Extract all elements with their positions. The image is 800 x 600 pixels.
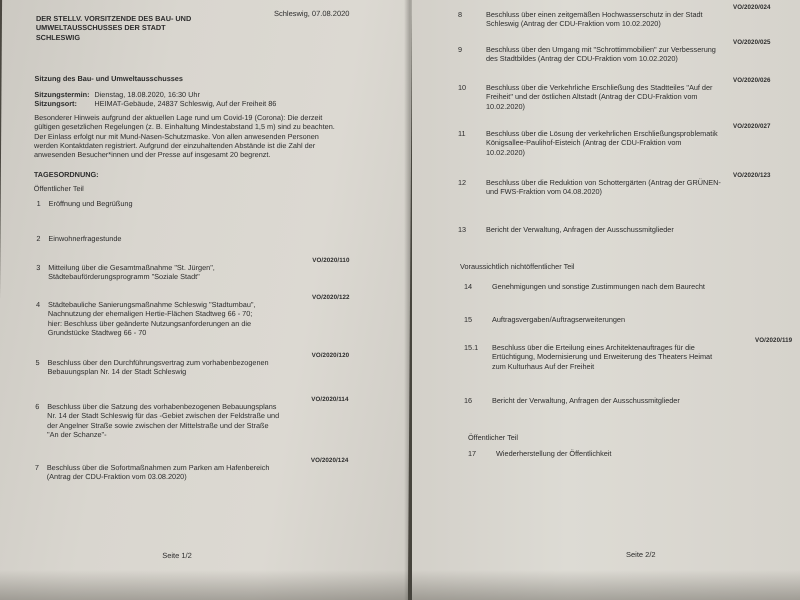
agenda-item-line: Beschluss über die Lösung der verkehrlichen Erschließungsproblematik [486, 129, 718, 138]
agenda-item-line: Beschluss über die Verkehrliche Erschließung des Stadtteiles "Auf der [486, 83, 713, 92]
agenda-item-number: 9 [458, 45, 463, 54]
agenda-heading: TAGESORDNUNG: [33, 170, 99, 179]
agenda-item-line: Wiederherstellung der Öffentlichkeit [496, 449, 612, 458]
agenda-item-line: Beschluss über den Durchführungsvertrag zum vorhabenbezogenen [47, 358, 269, 367]
section-public: Öffentlicher Teil [33, 184, 84, 193]
agenda-item-line: Schleswig (Antrag der CDU-Fraktion vom 10.02.2020) [486, 19, 661, 29]
agenda-item-number: 15 [464, 315, 473, 324]
vorlage-number: VO/2020/114 [311, 396, 349, 403]
agenda-item-text [47, 402, 279, 439]
agenda-item-number: 4 [35, 300, 41, 309]
agenda-item-text [492, 396, 680, 405]
agenda-item-line: 10.02.2020) [486, 147, 525, 157]
agenda-item-line: des Stadtbildes (Antrag der CDU-Fraktion vom 10.02.2020) [486, 54, 678, 64]
agenda-item-line: Beschluss über die Sofortmaßnahmen zum Parken am Hafenbereich [46, 463, 270, 472]
document-date: Schleswig, 07.08.2020 [273, 9, 350, 18]
agenda-item-text [48, 263, 215, 282]
agenda-item-line: Auftragsvergaben/Auftragserweiterungen [492, 315, 626, 324]
agenda-item-line: Beschluss über den Umgang mit "Schrottimmobilien" zur Verbesserung [486, 45, 716, 54]
agenda-item-line: Beschluss über die Erteilung eines Architektenauftrages für die [492, 343, 695, 352]
vorlage-number: VO/2020/119 [755, 337, 793, 344]
agenda-item-text [492, 315, 625, 324]
agenda-item-line: Beschluss über einen zeitgemäßen Hochwasserschutz in der Stadt [486, 10, 703, 19]
agenda-item-text [47, 358, 268, 377]
notice-line: anwesenden Besucher*innen und der Presse auf insgesamt 20 begrenzt. [33, 150, 271, 160]
agenda-item-text [486, 178, 721, 197]
agenda-item-text [486, 45, 716, 64]
agenda-item-line: Bericht der Verwaltung, Anfragen der Ausschussmitglieder [486, 225, 674, 234]
agenda-item-line: Nachnutzung der ehemaligen Hertie-Flächen Stadtweg 66 - 70; [47, 309, 253, 319]
agenda-item-line: Grundstücke Stadtweg 66 - 70 [47, 327, 147, 337]
agenda-item-number: 12 [458, 178, 467, 187]
agenda-item-line: (Antrag der CDU-Fraktion vom 03.08.2020) [46, 472, 187, 482]
agenda-item-text [486, 129, 718, 157]
agenda-item-text [47, 463, 270, 482]
notice-line: Besonderer Hinweis aufgrund der aktuellen Lage rund um Covid-19 (Corona): Die derzeit [34, 113, 323, 122]
notice-line: Der Einlass erfolgt nur mit Mund-Nasen-Schutzmaske. Von allen anwesenden Personen [34, 131, 319, 141]
sender-header [36, 14, 191, 42]
page-footer: Seite 2/2 [626, 550, 656, 559]
agenda-item-line: Beschluss über die Reduktion von Schottergärten (Antrag der GRÜNEN- [486, 178, 721, 187]
agenda-item-number: 1 [36, 199, 41, 208]
agenda-item-number: 13 [458, 225, 467, 234]
vorlage-number: VO/2020/120 [311, 352, 350, 359]
agenda-item-number: 11 [458, 129, 466, 138]
sender-line: UMWELTAUSSCHUSSES DER STADT [35, 23, 166, 33]
ort-value: HEIMAT-Gebäude, 24837 Schleswig, Auf der Freiheit 86 [94, 99, 277, 109]
vorlage-number: VO/2020/123 [733, 172, 771, 179]
agenda-item-line: 10.02.2020) [486, 101, 525, 111]
agenda-item-number: 3 [36, 263, 41, 272]
agenda-item-line: Ertüchtigung, Modernisierung und Erweiterung des Theaters Heimat [492, 352, 713, 362]
page-footer: Seite 1/2 [162, 551, 192, 560]
agenda-item-text [492, 282, 705, 291]
agenda-item-number: 8 [458, 10, 463, 19]
agenda-item-number: 10 [458, 83, 467, 92]
agenda-item-line: der Angelner Straße sowie zwischen der Mittelstraße und der Straße [47, 420, 269, 430]
agenda-item-line: "An der Schanze"- [47, 429, 107, 439]
ort-label: Sitzungsort: [34, 99, 77, 109]
agenda-item-number: 2 [36, 234, 41, 243]
vorlage-number: VO/2020/024 [733, 4, 771, 11]
meeting-details [34, 90, 276, 109]
agenda-item-line: Freiheit" und der östlichen Altstadt (Antrag der CDU-Fraktion vom [486, 92, 698, 102]
agenda-item-text [48, 234, 121, 243]
agenda-item-text [486, 83, 712, 111]
agenda-item-number: 5 [35, 358, 40, 367]
agenda-item-line: und FWS-Fraktion vom 04.08.2020) [486, 187, 602, 197]
sender-line: DER STELLV. VORSITZENDE DES BAU- UND [35, 14, 192, 23]
agenda-item-number: 14 [464, 282, 473, 291]
agenda-item-text [486, 10, 703, 29]
vorlage-number: VO/2020/025 [733, 39, 771, 46]
termin-value: Dienstag, 18.08.2020, 16:30 Uhr [94, 90, 200, 99]
section-public-2: Öffentlicher Teil [468, 433, 519, 442]
vorlage-number: VO/2020/026 [733, 77, 771, 84]
agenda-item-text [492, 343, 712, 371]
agenda-item-number: 7 [34, 463, 39, 472]
agenda-item-line: hier: Beschluss über geänderte Nutzungsanforderungen an die [47, 318, 252, 328]
agenda-item-line: Beschluss über die Satzung des vorhabenbezogenen Bebauungsplans [47, 402, 277, 411]
agenda-item-line: Eröffnung und Begrüßung [48, 199, 133, 208]
notice-line: gültigen gesetzlichen Regelungen (z. B. Einhaltung Mindestabstand 1,5 m) sind zu beachten. [34, 122, 335, 132]
vorlage-number: VO/2020/122 [311, 294, 350, 301]
agenda-item-number: 15.1 [464, 343, 479, 352]
sender-line: SCHLESWIG [35, 32, 81, 42]
agenda-item-line: Mitteilung über die Gesamtmaßnahme "St. Jürgen", [48, 263, 215, 272]
agenda-item-line: Bebauungsplan Nr. 14 der Stadt Schleswig [47, 367, 187, 377]
agenda-item-text [496, 449, 611, 458]
vorlage-number: VO/2020/110 [312, 257, 350, 264]
meeting-title: Sitzung des Bau- und Umweltausschusses [34, 74, 183, 83]
notice-line: werden Kontaktdaten registriert. Aufgrund der einzuhaltenden Abstände ist die Zahl der [34, 140, 316, 150]
vorlage-number: VO/2020/027 [733, 123, 771, 130]
agenda-item-line: Bericht der Verwaltung, Anfragen der Ausschussmitglieder [492, 396, 680, 405]
agenda-item-line: Einwohnerfragestunde [48, 234, 122, 243]
agenda-item-line: Königsallee-Paulihof-Eisteich (Antrag der CDU-Fraktion vom [486, 138, 682, 148]
vorlage-number: VO/2020/124 [310, 457, 349, 464]
agenda-item-line: Nr. 14 der Stadt Schleswig für das -Gebiet zwischen der Feldstraße und [47, 411, 280, 421]
section-nonpublic: Voraussichtlich nichtöffentlicher Teil [460, 262, 575, 271]
document-page-right [412, 0, 800, 600]
agenda-item-text [48, 300, 256, 337]
agenda-item-number: 6 [35, 402, 40, 411]
covid-notice [34, 113, 374, 160]
agenda-item-line: Genehmigungen und sonstige Zustimmungen nach dem Baurecht [492, 282, 705, 291]
agenda-item-line: Städtebauförderungsprogramm "Soziale Stadt" [48, 272, 200, 282]
agenda-item-line: zum Kulturhaus Auf der Freiheit [492, 361, 595, 371]
termin-label: Sitzungstermin: [34, 90, 90, 99]
agenda-item-line: Städtebauliche Sanierungsmaßnahme Schleswig "Stadtumbau", [47, 300, 256, 309]
agenda-item-number: 16 [464, 396, 473, 405]
agenda-item-text [49, 199, 133, 208]
agenda-item-text [486, 225, 674, 234]
agenda-item-number: 17 [468, 449, 477, 458]
